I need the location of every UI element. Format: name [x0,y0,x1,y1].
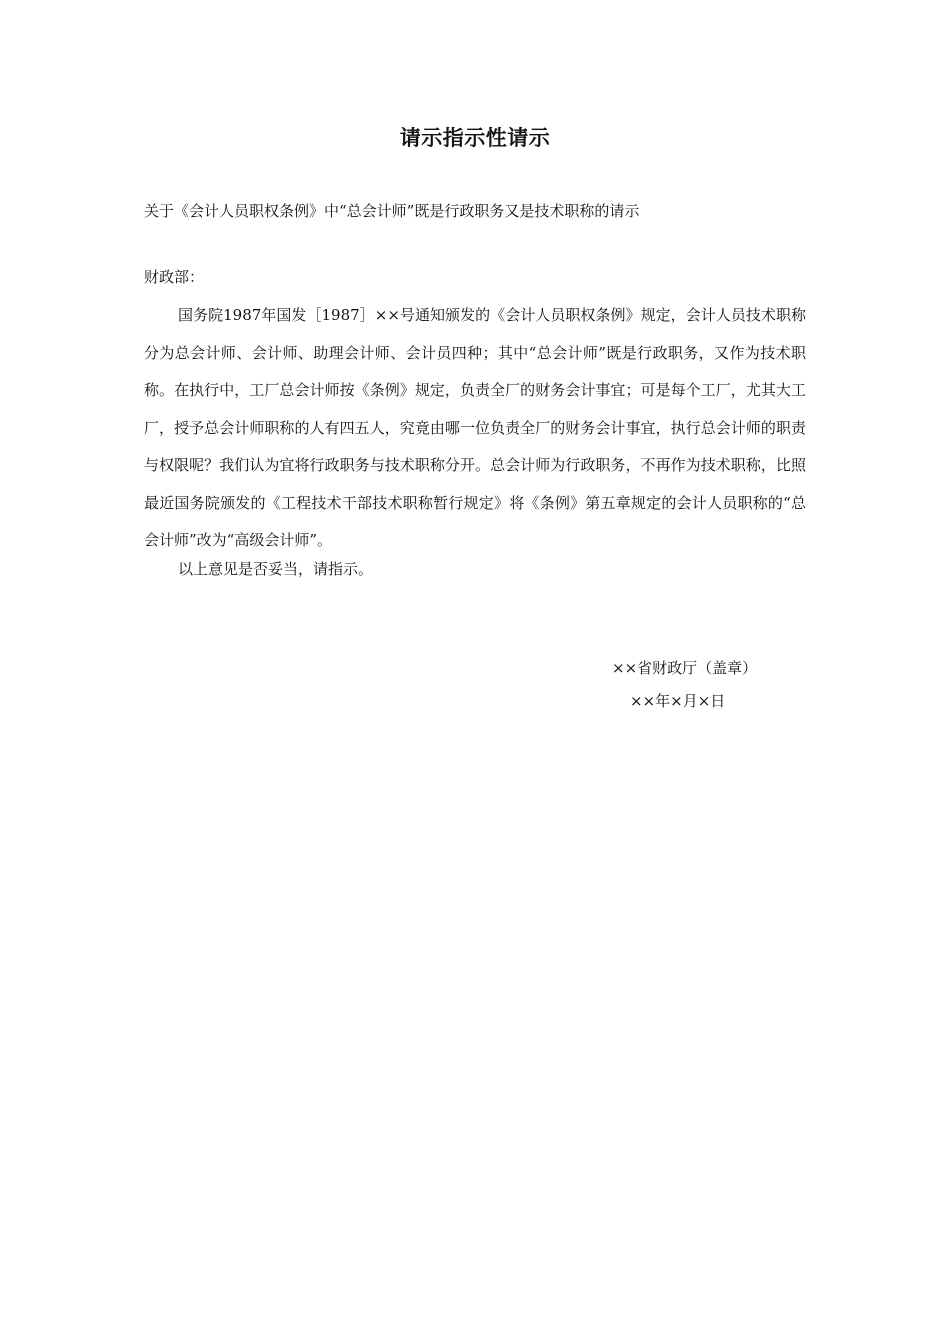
salutation: 财政部： [144,268,205,286]
document-subject: 关于《会计人员职权条例》中“总会计师”既是行政职务又是技术职称的请示 [144,202,640,220]
date-line: ××年×月×日 [630,692,726,710]
signature-line: ××省财政厅（盖章） [612,659,758,677]
body-paragraph: 国务院1987年国发［1987］××号通知颁发的《会计人员职权条例》规定，会计人员技术职称分为总会计师、会计师、助理会计师、会计员四种；其中“总会计师”既是行政职务，又作为技术职称。在执行中，工厂总会计师按《条例》规定，负责全厂的财务会计事宜；可是每个工厂，尤其大工厂，授予总会计师职称的人有四五人，究竟由哪一位负责全厂的财务会计事宜，执行总会计师的职责与权限呢？我们认为宜将行政职务与技术职称分开。总会计师为行政职务，不再作为技术职称，比照最近国务院颁发的《工程技术干部技术职称暂行规定》将《条例》第五章规定的会计人员职称的“总会计师”改为“高级会计师”。 [144,306,806,549]
document-title: 请示指示性请示 [399,126,551,150]
closing-line: 以上意见是否妥当，请指示。 [178,560,374,578]
